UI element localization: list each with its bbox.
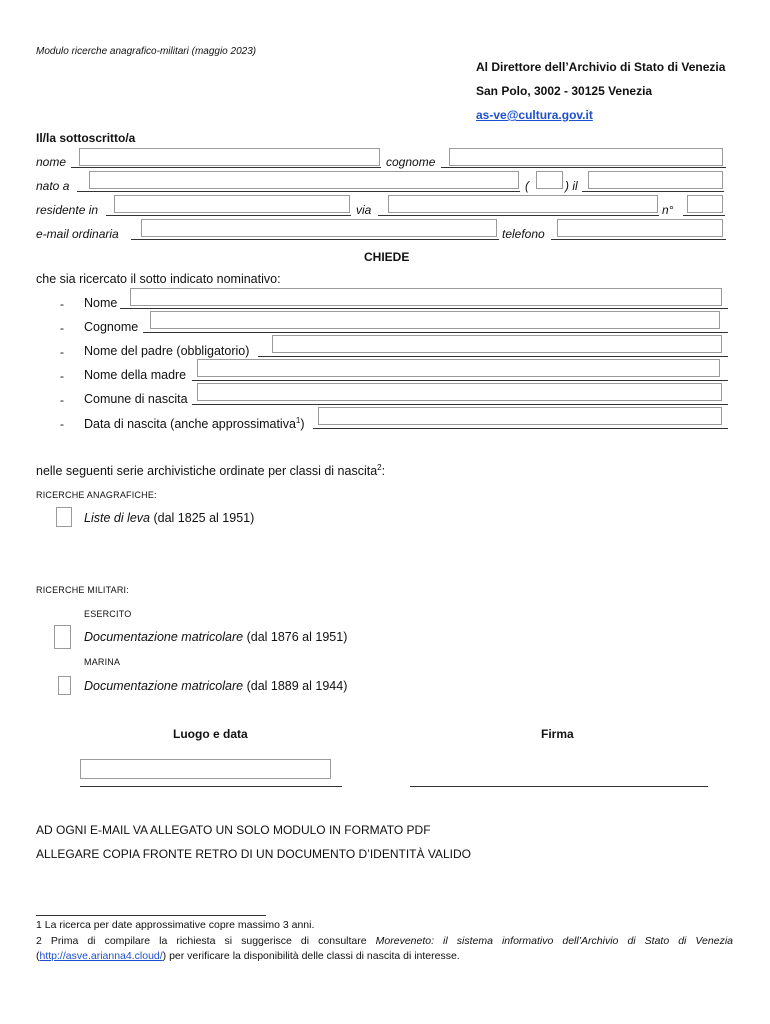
ricerche-militari-heading: RICERCHE MILITARI: (36, 585, 129, 595)
footnote-2 (36, 934, 733, 964)
footnote-1: 1 La ricerca per date approssimative copre massimo 3 anni. (36, 919, 315, 931)
nome-underline (71, 167, 381, 168)
label-cognome: cognome (386, 155, 436, 169)
firma-line (410, 786, 708, 787)
applicant-heading: Il/la sottoscritto/a (36, 131, 136, 145)
footnote-2-paren: ( (36, 950, 40, 962)
label-item-data-nascita-text: Data di nascita (anche approssimativa (84, 417, 296, 432)
item-nome-underline (120, 308, 728, 309)
esercito-series-range: (dal 1876 al 1951) (243, 630, 348, 644)
telefono-underline (551, 239, 726, 240)
ricerche-anagrafiche-heading: RICERCHE ANAGRAFICHE: (36, 490, 157, 500)
label-item-data-nascita (84, 416, 305, 431)
recipient-line-1: Al Direttore dell’Archivio di Stato di Venezia (476, 60, 726, 74)
note-documento-identita: ALLEGARE COPIA FRONTE RETRO DI UN DOCUMENTO D’IDENTITÀ VALIDO (36, 847, 471, 861)
recipient-email-link[interactable]: as-ve@cultura.gov.it (476, 108, 593, 122)
nato-a-underline (77, 191, 520, 192)
label-item-madre: Nome della madre (84, 368, 187, 382)
label-telefono: telefono (502, 227, 545, 241)
footnote-separator (36, 915, 266, 916)
firma-label: Firma (541, 727, 574, 741)
item-data-underline (313, 428, 728, 429)
luogo-data-label: Luogo e data (173, 727, 248, 741)
luogo-data-field[interactable] (80, 759, 331, 779)
label-email: e-mail ordinaria (36, 227, 119, 241)
marina-checkbox[interactable] (58, 676, 71, 695)
footnote-2-end: ) per verificare la disponibilità delle classi di nascita di interesse. (162, 950, 460, 962)
residente-underline (106, 215, 351, 216)
esercito-series-label (84, 630, 347, 644)
request-intro: che sia ricercato il sotto indicato nominativo: (36, 272, 281, 286)
email-field[interactable] (141, 219, 497, 237)
footnote-ref-1: 1 (295, 416, 301, 425)
series-intro-text: nelle seguenti serie archivistiche ordinate per classi di nascita (36, 464, 378, 479)
series-intro-end: : (381, 464, 386, 479)
footnote-2-system-name: Moreveneto: il sistema informativo dell’Archivio di Stato di Venezia (375, 935, 733, 947)
moreveneto-link[interactable]: http://asve.arianna4.cloud/ (39, 950, 163, 962)
dash: - (60, 369, 64, 383)
label-via: via (356, 203, 372, 217)
liste-di-leva-range: (dal 1825 al 1951) (150, 511, 255, 525)
label-nome: nome (36, 155, 67, 169)
label-residente-in: residente in (36, 203, 99, 217)
recipient-line-2: San Polo, 3002 - 30125 Venezia (476, 84, 653, 98)
liste-di-leva-checkbox[interactable] (56, 507, 72, 527)
data-nascita-field[interactable] (588, 171, 723, 189)
cognome-underline (441, 167, 726, 168)
data-nascita-ricercato-field[interactable] (318, 407, 722, 425)
label-item-comune: Comune di nascita (84, 392, 188, 406)
label-paren-open: ( (525, 179, 529, 193)
marina-series-label (84, 679, 347, 693)
label-item-cognome: Cognome (84, 320, 139, 334)
note-pdf: AD OGNI E-MAIL VA ALLEGATO UN SOLO MODULO IN FORMATO PDF (36, 823, 431, 837)
label-numero: n° (662, 203, 674, 217)
esercito-label: ESERCITO (84, 609, 132, 619)
label-item-data-nascita-close: ) (300, 417, 305, 432)
marina-series-title: Documentazione matricolare (84, 679, 244, 693)
nome-field[interactable] (79, 148, 380, 166)
item-madre-underline (192, 380, 728, 381)
label-item-padre: Nome del padre (obbligatorio) (84, 344, 250, 358)
liste-di-leva-label (84, 511, 254, 525)
marina-series-range: (dal 1889 al 1944) (243, 679, 348, 693)
item-padre-underline (258, 356, 728, 357)
item-cognome-underline (143, 332, 728, 333)
cognome-field[interactable] (449, 148, 723, 166)
provincia-field[interactable] (536, 171, 563, 189)
dash: - (60, 345, 64, 359)
nome-padre-field[interactable] (272, 335, 722, 353)
luogo-data-underline (80, 786, 342, 787)
via-underline (378, 215, 659, 216)
residente-in-field[interactable] (114, 195, 350, 213)
item-comune-underline (192, 404, 728, 405)
label-item-nome: Nome (84, 296, 118, 310)
luogo-nascita-field[interactable] (89, 171, 519, 189)
il-underline (582, 191, 724, 192)
label-il: ) il (565, 179, 578, 193)
comune-nascita-field[interactable] (197, 383, 722, 401)
liste-di-leva-title: Liste di leva (84, 511, 151, 525)
via-field[interactable] (388, 195, 658, 213)
dash: - (60, 393, 64, 407)
telefono-field[interactable] (557, 219, 723, 237)
nome-madre-field[interactable] (197, 359, 720, 377)
dash: - (60, 417, 64, 431)
footnote-2-start: 2 Prima di compilare la richiesta si suggerisce di consultare (36, 935, 376, 947)
series-intro (36, 463, 385, 478)
esercito-series-title: Documentazione matricolare (84, 630, 244, 644)
form-name: Modulo ricerche anagrafico-militari (maggio 2023) (36, 46, 257, 57)
footnote-ref-2: 2 (377, 463, 382, 472)
dash: - (60, 297, 64, 311)
ricercato-cognome-field[interactable] (150, 311, 720, 329)
chiede-title: CHIEDE (364, 250, 410, 264)
numero-underline (683, 215, 725, 216)
ricercato-nome-field[interactable] (130, 288, 722, 306)
marina-label: MARINA (84, 657, 121, 667)
label-nato-a: nato a (36, 179, 70, 193)
esercito-checkbox[interactable] (54, 625, 71, 649)
numero-civico-field[interactable] (687, 195, 723, 213)
email-underline (131, 239, 499, 240)
dash: - (60, 321, 64, 335)
